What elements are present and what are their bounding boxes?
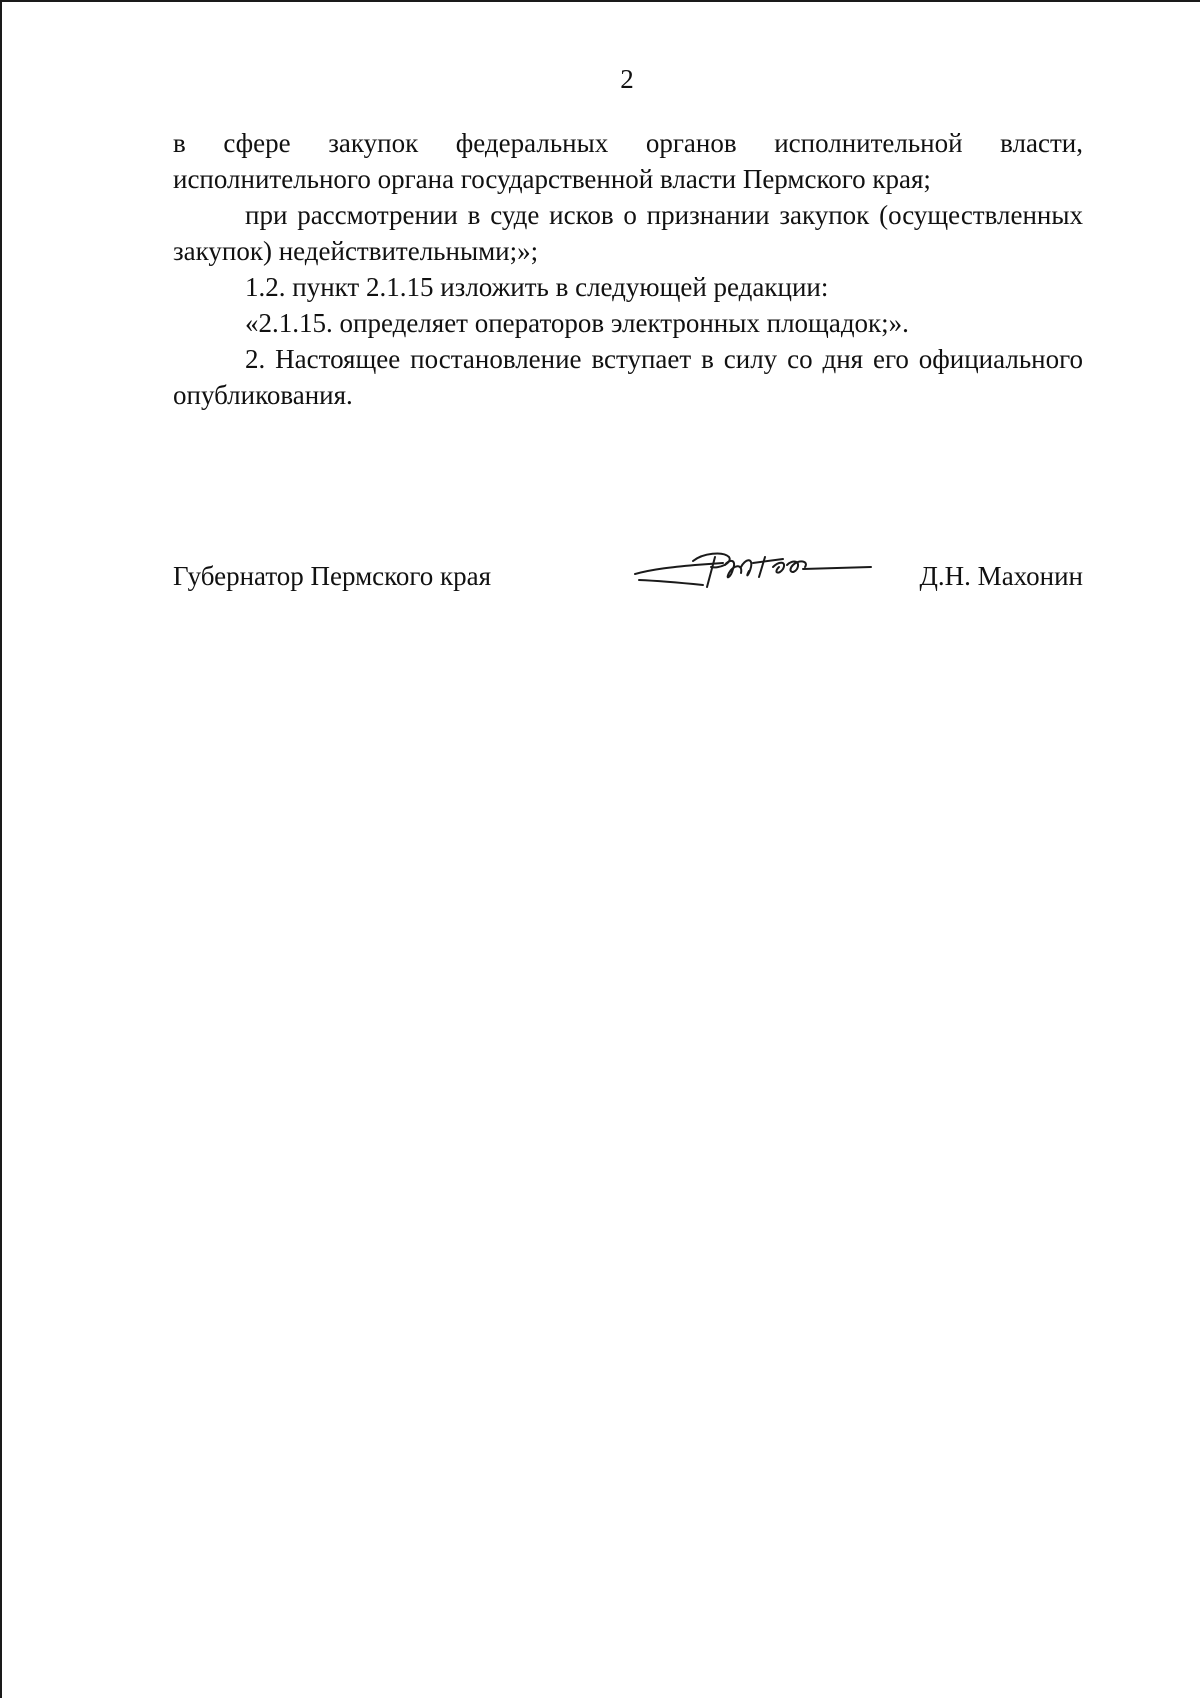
signer-name: Д.Н. Махонин bbox=[919, 561, 1083, 591]
paragraph-4: «2.1.15. определяет операторов электронных площадок;». bbox=[245, 308, 909, 338]
paragraph-1: в сфере закупок федеральных органов исполнительной власти, исполнительного органа государственной власти Пермского края; bbox=[173, 128, 1083, 194]
signer-position: Губернатор Пермского края bbox=[173, 561, 492, 591]
paragraph-2: при рассмотрении в суде исков о признании закупок (осуществленных закупок) недействительными;»; bbox=[173, 200, 1083, 266]
document-body bbox=[173, 125, 1083, 413]
paragraph-5: 2. Настоящее постановление вступает в силу со дня его официального опубликования. bbox=[173, 344, 1083, 410]
paragraph-3: 1.2. пункт 2.1.15 изложить в следующей редакции: bbox=[245, 272, 829, 302]
page-number: 2 bbox=[620, 64, 634, 94]
signature-icon bbox=[633, 547, 873, 597]
signature-block bbox=[173, 547, 1083, 607]
